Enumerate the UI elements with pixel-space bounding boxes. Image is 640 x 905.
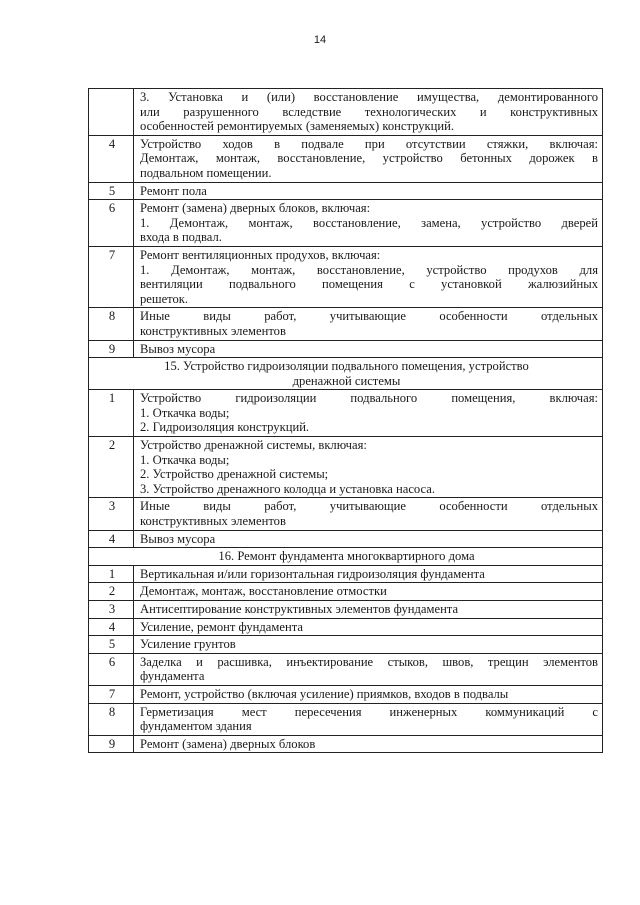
description-line: Антисептирование конструктивных элементов фундамента (140, 602, 459, 616)
row-number: 5 (89, 182, 134, 200)
row-description (134, 340, 603, 358)
row-number: 6 (89, 653, 134, 685)
description-line: Ремонт пола (140, 183, 207, 198)
description-line: 1. Откачка воды; (140, 405, 230, 420)
description-line: 1. Демонтаж, монтаж, восстановление, замена, устройство дверей (140, 215, 598, 230)
table-row (89, 735, 603, 753)
row-number: 9 (89, 735, 134, 753)
table-row (89, 308, 603, 340)
row-description (134, 653, 603, 685)
row-description (134, 703, 603, 735)
table-row (89, 89, 603, 136)
table-row (89, 565, 603, 583)
table-row (89, 498, 603, 530)
description-line: Ремонт (замена) дверных блоков (140, 736, 316, 751)
row-description (134, 437, 603, 498)
row-description (134, 618, 603, 636)
description-line: Заделка и расшивка, инъектирование стыков, швов, трещин элементов (140, 654, 598, 669)
description-line: Ремонт (замена) дверных блоков, включая: (140, 201, 371, 216)
row-number: 8 (89, 703, 134, 735)
row-number: 5 (89, 636, 134, 654)
works-table (88, 88, 603, 753)
row-description (134, 735, 603, 753)
page-number: 14 (313, 34, 327, 46)
row-description (134, 390, 603, 437)
description-line: Вертикальная и/или горизонтальная гидроизоляция фундамента (140, 566, 485, 581)
row-description (134, 565, 603, 583)
description-line: конструктивных элементов (140, 514, 286, 529)
description-line: Устройство гидроизоляции подвального помещения, включая: (140, 391, 598, 406)
table-row (89, 618, 603, 636)
row-number: 1 (89, 390, 134, 437)
row-number: 8 (89, 308, 134, 340)
row-number: 3 (89, 498, 134, 530)
description-line: Ремонт вентиляционных продухов, включая: (140, 247, 381, 262)
description-line: вентиляции подвального помещения с установкой жалюзийных (140, 277, 598, 292)
row-number: 9 (89, 340, 134, 358)
description-line: Устройство ходов в подвале при отсутствии стяжки, включая: (140, 136, 598, 151)
description-line: особенностей ремонтируемых (заменяемых) конструкций. (140, 119, 455, 134)
section-heading-line: 16. Ремонт фундамента многоквартирного дома (218, 549, 475, 564)
table-row (89, 182, 603, 200)
row-number: 4 (89, 618, 134, 636)
table-row (89, 685, 603, 703)
row-number: 4 (89, 135, 134, 182)
description-line: Устройство дренажной системы, включая: (140, 438, 367, 453)
description-line: Иные виды работ, учитывающие особенности отдельных (140, 499, 598, 514)
works-table-body (89, 89, 603, 753)
description-line: 3. Установка и (или) восстановление имущества, демонтированного (140, 90, 598, 104)
table-row (89, 530, 603, 548)
description-line: подвальном помещении. (140, 165, 272, 180)
description-line: конструктивных элементов (140, 323, 286, 338)
row-description (134, 200, 603, 247)
description-line: Иные виды работ, учитывающие особенности отдельных (140, 309, 598, 324)
row-description (134, 498, 603, 530)
row-number: 6 (89, 200, 134, 247)
description-line: решеток. (140, 291, 189, 306)
row-description (134, 135, 603, 182)
row-number: 3 (89, 601, 134, 619)
row-description (134, 246, 603, 307)
row-number: 2 (89, 583, 134, 601)
table-row (89, 653, 603, 685)
section-heading (89, 358, 603, 390)
row-number (89, 89, 134, 136)
description-line: Демонтаж, монтаж, восстановление, устройство бетонных дорожек в (140, 151, 598, 166)
row-description (134, 182, 603, 200)
row-number: 4 (89, 530, 134, 548)
description-line: 1. Откачка воды; (140, 452, 230, 467)
description-line: входа в подвал. (140, 230, 222, 245)
description-line: Демонтаж, монтаж, восстановление отмостки (140, 584, 387, 599)
description-line: 3. Устройство дренажного колодца и установка насоса. (140, 481, 436, 496)
table-row (89, 583, 603, 601)
description-line: Ремонт, устройство (включая усиление) приямков, входов в подвалы (140, 686, 509, 701)
row-description (134, 685, 603, 703)
table-row (89, 636, 603, 654)
row-description (134, 89, 603, 136)
row-number: 7 (89, 685, 134, 703)
description-line: 2. Устройство дренажной системы; (140, 467, 329, 482)
row-number: 2 (89, 437, 134, 498)
description-line: Вывоз мусора (140, 531, 216, 546)
table-row (89, 246, 603, 307)
table-row (89, 437, 603, 498)
description-line: фундаментом здания (140, 719, 252, 734)
description-line: фундамента (140, 669, 205, 684)
row-number: 1 (89, 565, 134, 583)
description-line: Усиление грунтов (140, 637, 236, 652)
table-row (89, 390, 603, 437)
row-description (134, 601, 603, 619)
section-heading-row (89, 358, 603, 390)
section-heading-line: 15. Устройство гидроизоляции подвального помещения, устройство (164, 359, 529, 374)
description-line: Герметизация мест пересечения инженерных коммуникаций с (140, 704, 598, 719)
row-description (134, 308, 603, 340)
table-row (89, 601, 603, 619)
row-description (134, 530, 603, 548)
description-line: или разрушенного вследствие технологических и конструктивных (140, 104, 598, 119)
description-line: 2. Гидроизоляция конструкций. (140, 420, 310, 435)
section-heading-line: дренажной системы (292, 373, 401, 388)
description-line: Усиление, ремонт фундамента (140, 619, 303, 634)
row-number: 7 (89, 246, 134, 307)
description-line: Вывоз мусора (140, 341, 216, 356)
table-row (89, 200, 603, 247)
table-row (89, 135, 603, 182)
row-description (134, 636, 603, 654)
section-heading-row (89, 548, 603, 566)
table-row (89, 703, 603, 735)
table-row (89, 340, 603, 358)
row-description (134, 583, 603, 601)
description-line: 1. Демонтаж, монтаж, восстановление, устройство продухов для (140, 262, 598, 277)
section-heading (89, 548, 603, 566)
